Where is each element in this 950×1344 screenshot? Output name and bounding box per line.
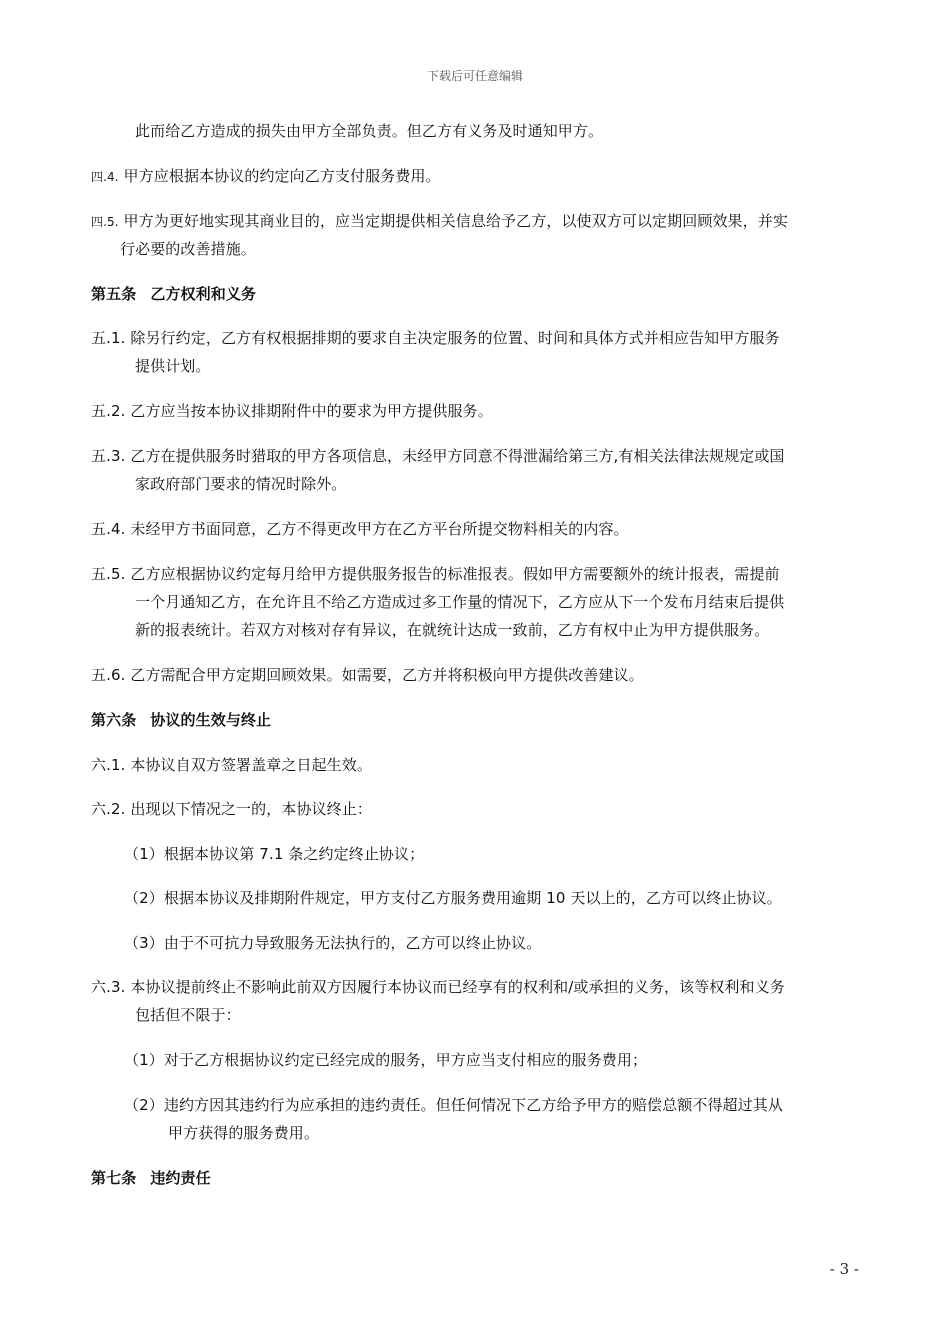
clause-5-3: 五.3. 乙方在提供服务时猎取的甲方各项信息，未经甲方同意不得泄漏给第三方,有相关法律法规规定或国 <box>91 447 785 465</box>
section-heading-5 <box>91 283 256 304</box>
section-title: 协议的生效与终止 <box>150 711 272 729</box>
clause-4-4 <box>91 165 441 186</box>
section-title: 乙方权利和义务 <box>150 285 257 303</box>
list-item: （3）由于不可抗力导致服务无法执行的，乙方可以终止协议。 <box>124 934 542 952</box>
section-number: 第五条 <box>91 285 137 303</box>
paragraph-line: 新的报表统计。若双方对核对存有异议，在就统计达成一致前，乙方有权中止为甲方提供服务。 <box>135 621 770 639</box>
paragraph-line: 提供计划。 <box>135 357 211 375</box>
section-heading-6 <box>91 709 271 730</box>
section-title: 违约责任 <box>150 1169 211 1187</box>
clause-5-6: 五.6. 乙方需配合甲方定期回顾效果。如需要，乙方并将积极向甲方提供改善建议。 <box>91 666 644 684</box>
list-item: （2）根据本协议及排期附件规定，甲方支付乙方服务费用逾期 10 天以上的，乙方可以终止协议。 <box>124 889 782 907</box>
clause-6-3: 六.3. 本协议提前终止不影响此前双方因履行本协议而已经享有的权利和/或承担的义务，该等权利和义务 <box>91 978 785 996</box>
page-header: 下载后可任意编辑 <box>426 69 523 83</box>
list-item: （2）违约方因其违约行为应承担的违约责任。但任何情况下乙方给予甲方的赔偿总额不得超过其从 <box>124 1096 783 1114</box>
clause-5-5: 五.5. 乙方应根据协议约定每月给甲方提供服务报告的标准报表。假如甲方需要额外的统计报表，需提前 <box>91 565 780 583</box>
list-item: （1）根据本协议第 7.1 条之约定终止协议； <box>124 845 425 863</box>
clause-4-5 <box>91 210 788 231</box>
clause-5-1: 五.1. 除另行约定，乙方有权根据排期的要求自主决定服务的位置、时间和具体方式并相应告知甲方服务 <box>91 329 780 347</box>
clause-6-1: 六.1. 本协议自双方签署盖章之日起生效。 <box>91 756 372 774</box>
list-item: （1）对于乙方根据协议约定已经完成的服务，甲方应当支付相应的服务费用； <box>124 1051 648 1069</box>
paragraph-line: 甲方获得的服务费用。 <box>168 1124 320 1142</box>
clause-5-2: 五.2. 乙方应当按本协议排期附件中的要求为甲方提供服务。 <box>91 402 493 420</box>
clause-number: 四.5. <box>91 215 119 229</box>
page-number: - 3 - <box>829 1260 859 1278</box>
clause-6-2: 六.2. 出现以下情况之一的，本协议终止： <box>91 800 372 818</box>
paragraph-line: 一个月通知乙方，在允许且不给乙方造成过多工作量的情况下，乙方应从下一个发布月结束后提供 <box>135 593 785 611</box>
paragraph-line: 此而给乙方造成的损失由甲方全部负责。但乙方有义务及时通知甲方。 <box>135 122 604 140</box>
section-number: 第六条 <box>91 711 137 729</box>
clause-5-4: 五.4. 未经甲方书面同意，乙方不得更改甲方在乙方平台所提交物料相关的内容。 <box>91 520 629 538</box>
paragraph-line: 家政府部门要求的情况时除外。 <box>135 475 347 493</box>
clause-text: 甲方为更好地实现其商业目的，应当定期提供相关信息给予乙方，以使双方可以定期回顾效果，并实 <box>123 212 788 230</box>
paragraph-line: 行必要的改善措施。 <box>120 240 256 258</box>
section-heading-7 <box>91 1167 211 1188</box>
section-number: 第七条 <box>91 1169 137 1187</box>
paragraph-line: 包括但不限于： <box>135 1006 241 1024</box>
clause-number: 四.4. <box>91 170 119 184</box>
clause-text: 甲方应根据本协议的约定向乙方支付服务费用。 <box>123 167 441 185</box>
